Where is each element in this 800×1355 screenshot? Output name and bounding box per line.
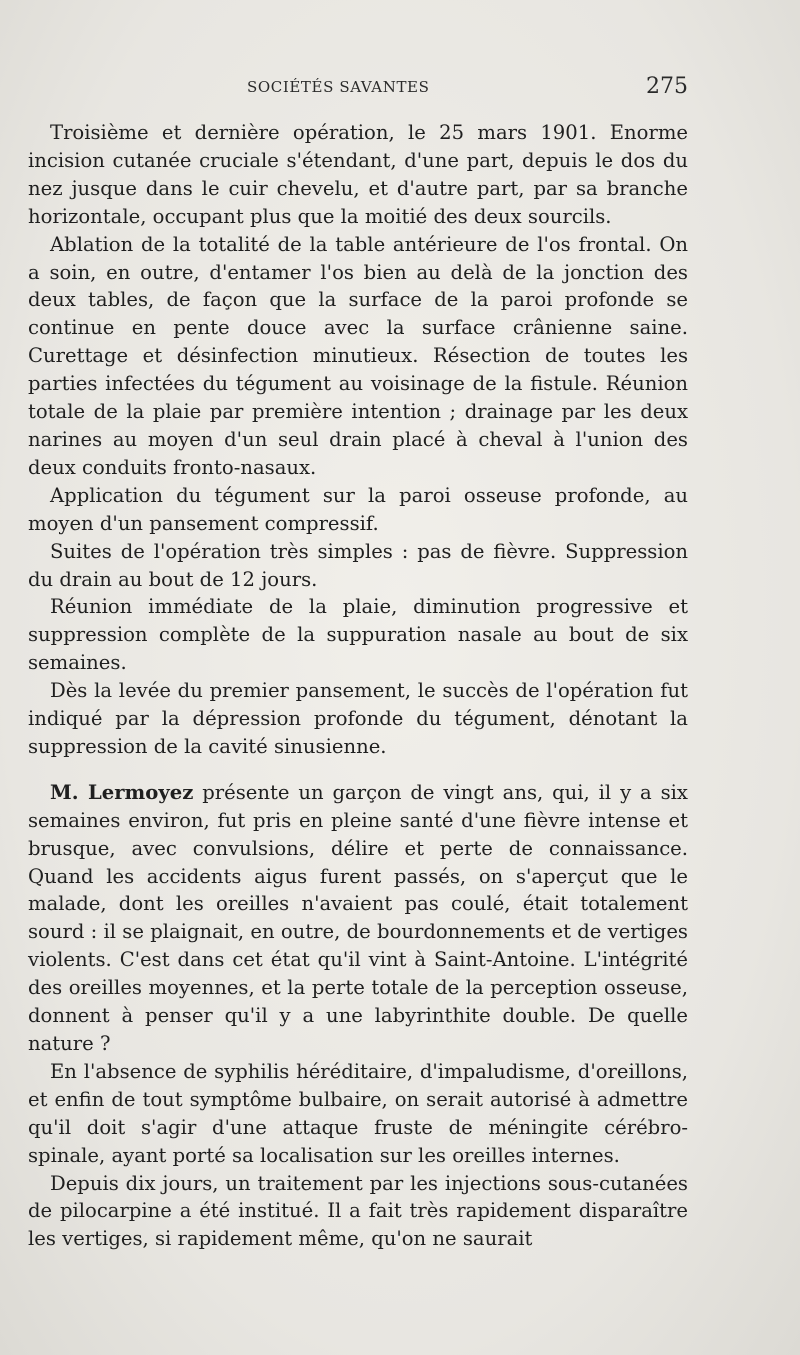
paragraph: Troisième et dernière opération, le 25 mars 1901. Enorme incision cutanée cruciale s'étendant, d'une part, depuis le dos du nez jusque dans le cuir chevelu, et d'autre part, par sa branche horizontale, occupant plus que la moitié des deux sourcils. [28,121,688,228]
case-intro-text: présente un garçon de vingt ans, qui, il y a six semaines environ, fut pris en pleine santé d'une fièvre intense et brusque, avec convulsions, délire et perte de connaissance. Quand les accidents aigus furent passés, on s'aperçut que le malade, dont les oreilles n'avaient pas coulé, était totalement sourd : il se plaignait, en outre, de bourdonnements et de vertiges violents. C'est dans cet état qu'il vint à Saint-Antoine. L'intégrité des oreilles moyennes, et la perte totale de la perception osseuse, donnent à penser qu'il y a une labyrinthite double. De quelle nature ? [28,780,688,1055]
paragraph: Dès la levée du premier pansement, le succès de l'opération fut indiqué par la dépression profonde du tégument, dénotant la suppression de la cavité sinusienne. [28,679,688,758]
case-paragraph [28,779,688,1058]
running-title: SOCIÉTÉS SAVANTES [247,78,430,96]
paragraph: Application du tégument sur la paroi osseuse profonde, au moyen d'un pansement compressif. [28,483,688,535]
paragraph: En l'absence de syphilis héréditaire, d'impaludisme, d'oreillons, et enfin de tout symptôme bulbaire, on serait autorisé à admettre qu'il doit s'agir d'une attaque fruste de méningite cérébro-spinale, ayant porté sa localisation sur les oreilles internes. [28,1059,688,1167]
speaker-name: M. Lermoyez [50,780,194,804]
paragraph: Depuis dix jours, un traitement par les injections sous-cutanées de pilocarpine a été institué. Il a fait très rapidement disparaître les vertiges, si rapidement même, qu'on ne saurait [28,1171,688,1251]
page-number: 275 [646,74,688,99]
body-text [28,119,688,1253]
page-header [0,74,800,104]
paragraph: Ablation de la totalité de la table antérieure de l'os frontal. On a soin, en outre, d'entamer l'os bien au delà de la jonction des deux tables, de façon que la surface de la paroi profonde se continue en pente douce avec la surface crânienne saine. Curettage et désinfection minutieux. Résection de toutes les parties infectées du tégument au voisinage de la fistule. Réunion totale de la plaie par première intention ; drainage par les deux narines au moyen d'un seul drain placé à cheval à l'union des deux conduits fronto-nasaux. [28,232,688,479]
paragraph: Suites de l'opération très simples : pas de fièvre. Suppression du drain au bout de 12 jours. [28,539,688,591]
paragraph: Réunion immédiate de la plaie, diminution progressive et suppression complète de la suppuration nasale au bout de six semaines. [28,595,688,675]
